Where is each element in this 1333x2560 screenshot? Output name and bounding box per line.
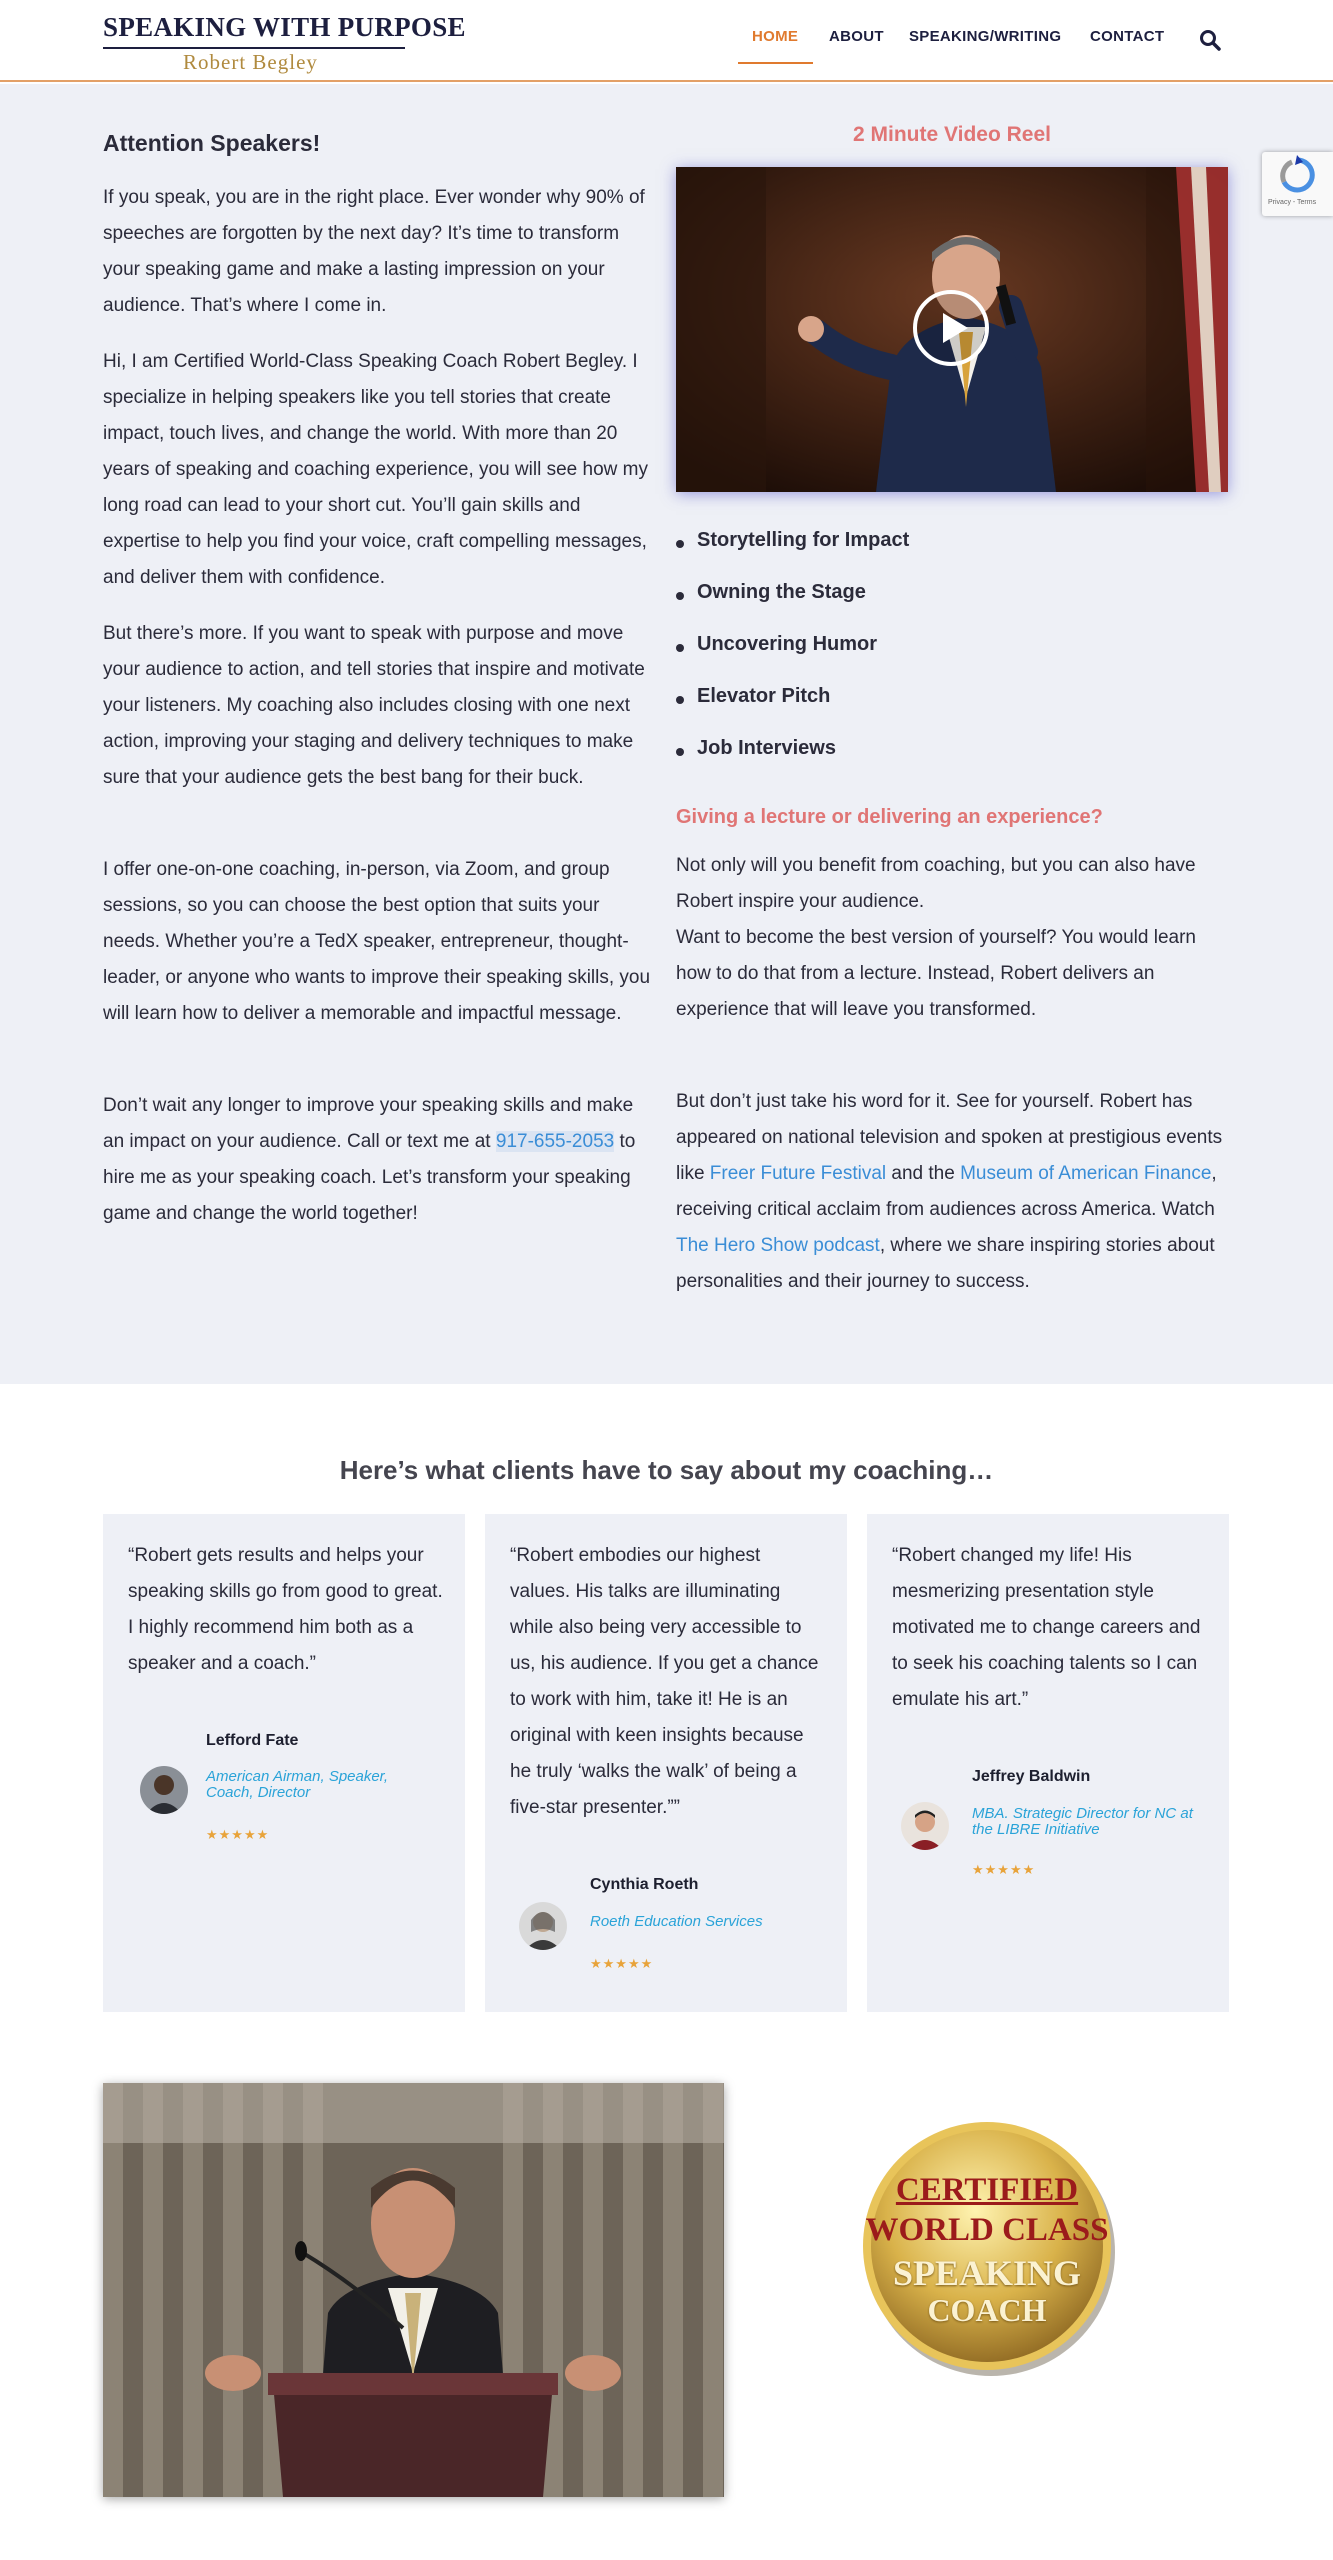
topic-bullet xyxy=(676,592,684,600)
testimonial-role: Roeth Education Services xyxy=(590,1913,763,1930)
video-reel-title: 2 Minute Video Reel xyxy=(853,123,1051,146)
nav-about[interactable]: ABOUT xyxy=(829,28,884,45)
testimonial-quote: “Robert embodies our highest values. His talks are illuminating while also being very accessible to us, his audience. If you get a chance to work with him, take it! He is an original with keen insights because he truly ‘walks the walk’ of being a five-star presenter.”” xyxy=(510,1545,819,1818)
freer-future-festival-link[interactable]: Freer Future Festival xyxy=(709,1163,887,1184)
testimonial-name: Jeffrey Baldwin xyxy=(972,1768,1091,1785)
certified-badge-area xyxy=(857,2116,1119,2378)
phone-link[interactable]: 917-655-2053 xyxy=(495,1131,615,1152)
logo-divider xyxy=(103,47,405,49)
nav-home[interactable]: HOME xyxy=(752,28,799,45)
topic-storytelling: Storytelling for Impact xyxy=(697,529,910,551)
badge-line-certified: CERTIFIED xyxy=(895,2172,1079,2208)
lecture-paragraph-2: Want to become the best version of yourself? You would learn how to do that from a lecture. Instead, Robert delivers an experience that will leave you transformed. xyxy=(676,927,1196,1020)
testimonial-card xyxy=(867,1514,1229,2012)
testimonial-quote: “Robert gets results and helps your speaking skills go from good to great. I highly recommend him both as a speaker and a coach.” xyxy=(128,1545,443,1674)
cta-text-1: Don’t wait any longer to improve your speaking skills and make an impact on your audience. Call or text me at xyxy=(103,1095,634,1152)
lecture-heading: Giving a lecture or delivering an experience? xyxy=(676,806,1103,828)
site-header xyxy=(0,0,1333,82)
testimonial-role: MBA. Strategic Director for NC at the LIBRE Initiative xyxy=(972,1805,1193,1838)
proof-text-1: But don’t just take his word for it. See for yourself. Robert has appeared on national television and spoken at prestigious events like xyxy=(676,1091,1223,1184)
speaker-photo xyxy=(103,2083,724,2497)
recaptcha-privacy-terms[interactable]: Privacy - Terms xyxy=(1268,199,1317,206)
testimonial-card xyxy=(485,1514,847,2012)
proof-text-3: , receiving critical acclaim from audiences across America. Watch xyxy=(676,1163,1217,1220)
star-rating: ★★★★★ xyxy=(206,1827,270,1842)
play-icon[interactable] xyxy=(912,289,990,367)
badge-line-speaking: SPEAKING xyxy=(892,2253,1082,2293)
proof-text-4: , where we share inspiring stories about personalities and their journey to success. xyxy=(676,1235,1215,1292)
topic-bullet xyxy=(676,696,684,704)
testimonial-name: Cynthia Roeth xyxy=(590,1876,699,1893)
logo-subtitle: Robert Begley xyxy=(183,50,318,74)
search-icon[interactable] xyxy=(1199,29,1221,51)
more-paragraph: But there’s more. If you want to speak with purpose and move your audience to action, and tell stories that inspire and motivate your listeners. My coaching also includes closing with one next action, improving your staging and delivery techniques to make sure that your audience gets the best bang for their buck. xyxy=(103,623,645,788)
museum-american-finance-link[interactable]: Museum of American Finance xyxy=(960,1163,1212,1184)
lecture-paragraph-1: Not only will you benefit from coaching, but you can also have Robert inspire your audience. xyxy=(676,855,1196,912)
offer-paragraph: I offer one-on-one coaching, in-person, via Zoom, and group sessions, so you can choose the best option that suits your needs. Whether you’re a TedX speaker, entrepreneur, thought-leader, or anyone who wants to improve their speaking skills, you will learn how to deliver a memorable and impactful message. xyxy=(103,859,651,1024)
topic-job-interviews: Job Interviews xyxy=(697,737,836,759)
avatar xyxy=(519,1902,567,1950)
star-rating: ★★★★★ xyxy=(590,1956,654,1971)
logo-title: SPEAKING WITH PURPOSE xyxy=(103,12,466,42)
hero-show-podcast-link[interactable]: The Hero Show podcast xyxy=(676,1235,880,1256)
topic-elevator-pitch: Elevator Pitch xyxy=(697,685,831,707)
nav-speaking-writing[interactable]: SPEAKING/WRITING xyxy=(909,28,1062,45)
nav-contact[interactable]: CONTACT xyxy=(1090,28,1165,45)
about-paragraph: Hi, I am Certified World-Class Speaking Coach Robert Begley. I specialize in helping speakers like you tell stories that create impact, touch lives, and change the world. With more than 20 years of speaking and coaching experience, you will see how my long road can lead to your short cut. You’ll gain skills and expertise to help you find your voice, craft compelling messages, and deliver them with confidence. xyxy=(103,351,648,588)
intro-paragraph: If you speak, you are in the right place. Ever wonder why 90% of speeches are forgotten by the next day? It’s time to transform your speaking game and make a lasting impression on your audience. That’s where I come in. xyxy=(103,187,645,316)
testimonial-name: Lefford Fate xyxy=(206,1732,299,1749)
topic-owning-stage: Owning the Stage xyxy=(697,581,866,603)
testimonial-role: American Airman, Speaker, Coach, Director xyxy=(206,1768,389,1801)
cta-paragraph xyxy=(103,1088,658,1232)
recaptcha-badge[interactable] xyxy=(1262,152,1333,216)
nav-active-underline xyxy=(738,62,813,64)
topic-bullet xyxy=(676,540,684,548)
video-reel-player[interactable] xyxy=(676,167,1228,492)
site-logo[interactable] xyxy=(103,12,466,74)
badge-line-world-class: WORLD CLASS xyxy=(865,2212,1109,2248)
proof-paragraph xyxy=(676,1084,1236,1300)
topic-humor: Uncovering Humor xyxy=(697,633,878,655)
avatar xyxy=(901,1802,949,1850)
star-rating: ★★★★★ xyxy=(972,1862,1036,1877)
testimonial-quote: “Robert changed my life! His mesmerizing presentation style motivated me to change careers and to seek his coaching talents so I can emulate his art.” xyxy=(892,1545,1201,1710)
topic-bullet xyxy=(676,748,684,756)
testimonials-heading: Here’s what clients have to say about my coaching… xyxy=(339,1455,994,1485)
cta-text-2: to hire me as your speaking coach. Let’s transform your speaking game and change the world together! xyxy=(103,1131,636,1224)
testimonial-card xyxy=(103,1514,465,2012)
attention-heading: Attention Speakers! xyxy=(103,130,321,156)
badge-line-coach: COACH xyxy=(927,2292,1047,2328)
avatar xyxy=(140,1766,188,1814)
recaptcha-icon xyxy=(1262,152,1333,198)
proof-text-2: and the xyxy=(886,1163,961,1184)
topic-bullet xyxy=(676,644,684,652)
